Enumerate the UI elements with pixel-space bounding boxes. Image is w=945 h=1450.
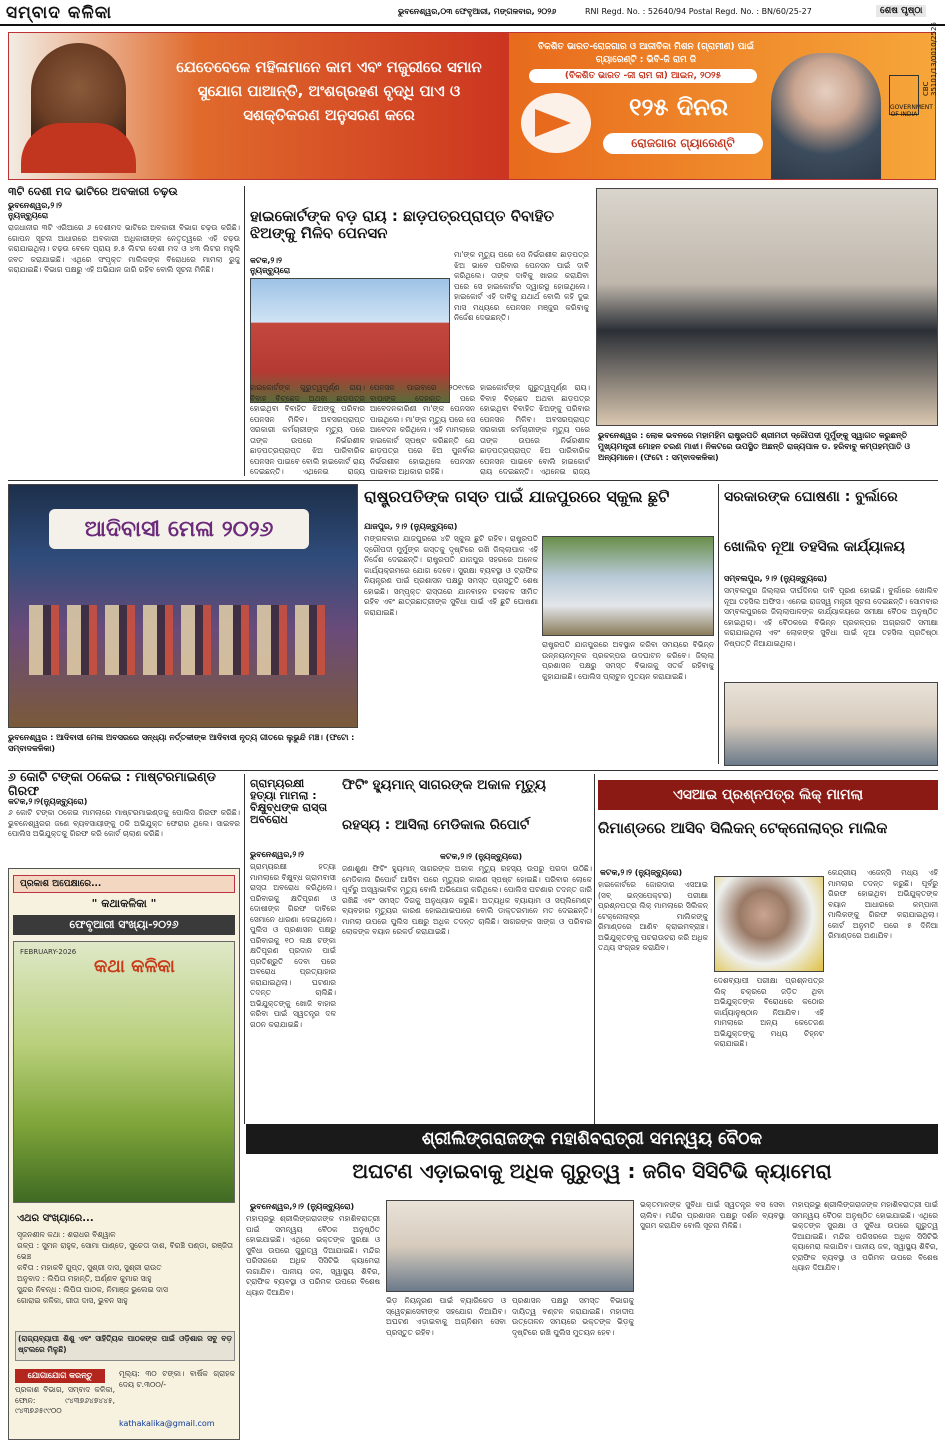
- hc-body-2: ପେନସନ ପାଇବାରେ ୨୦୧୯ରେ ବାପାଙ୍କ ଦେହାନ୍ତ ପରେ ଆବେଦନକାରିଣୀ ମା'ଙ୍କ ପେନସନ ପାଇଥିଲେ। ମା'ଙ୍କ ମୃତ୍ୟୁ ପରେ ସେ ଆବେଦନ କରିଥିଲେ। ଏହି ମାମଲାରେ ହାଇକୋର୍ଟ ସ୍ପଷ୍ଟ କରିଛନ୍ତି ଯେ ଛାଡ଼ପତ୍ର ପରେ ଝିଅ ପୁନର୍ବାର ନିର୍ଭରଶୀଳ ହୋଇଥିଲେ ପେନସନ ପାଇବାର ଅଧିକାର ରହିଛି।: [370, 383, 475, 475]
- contents-item: ସୁନ୍ଦର ନିବନ୍ଧ : ଲିପିତା ପାଠକ, ନିମାଞ୍ଜ ଭୁଲେଇ ଦାସ: [17, 1285, 168, 1294]
- leak-title: ରିମାଣ୍ଡରେ ଆସିବ ସିଲିକନ୍ ଟେକ୍ନୋଲାବ୍‌ର ମାଲିକ: [598, 819, 888, 837]
- ad-act: (ବିକଶିତ ଭାରତ -ଜୀ ରାମ ଜୀ) ଆଇନ, ୨୦୨୫: [529, 69, 757, 83]
- tahasil-byline: ସମ୍ବଲପୁର, ୨।୨ (ନ୍ୟୁଜ୍‌ବ୍ୟୁରୋ): [724, 574, 828, 583]
- school-body-2: ରାଷ୍ଟ୍ରପତି ଯାଜପୁରରେ ଅବସ୍ଥାନ କରିବା ସମୟରେ ବିଭିନ୍ନ ଉନ୍ନୟନମୂଳକ ପ୍ରକଳ୍ପର ଉଦଘାଟନ କରିବେ। ଜିଲ୍ଲା ପ୍ରଶାସନ ପକ୍ଷରୁ ସମସ୍ତ ବିଭାଗକୁ ସତର୍କ ରହିବାକୁ କୁହାଯାଇଛି। ପୋଲିସ ପ୍ଲାଟୁନ ମୁତୟନ କରାଯାଇଛି।: [542, 640, 714, 681]
- tahasil-body: ସମ୍ବଲପୁର ଜିଲ୍ଲାର ଦୀର୍ଘଦିନର ଦାବି ପୂରଣ ହୋଇଛି। ବୁର୍ଲାରେ ଖୋଲିବ ନୂଆ ତହସିଲ ଅଫିସ। ଏନେଇ ରାଜସ୍ୱ ମନ୍ତ୍ରୀ ସୂଚନା ଦେଇଛନ୍ତି। ସୋମବାର ସମ୍ବଲପୁରରେ ଜିଲ୍ଲାପାଳଙ୍କ କାର୍ଯ୍ୟାଳୟରେ ସମୀକ୍ଷା ବୈଠକ ଅନୁଷ୍ଠିତ ହୋଇଥିଲା। ଏହି ବୈଠକରେ ବିଭିନ୍ନ ପ୍ରକଳ୍ପର ଅଗ୍ରଗତି ସମୀକ୍ଷା କରାଯାଇଥିଲା ଏବଂ ଲୋକଙ୍କ ସୁବିଧା ପାଇଁ ନୂଆ ତହସିଲ ପ୍ରତିଷ୍ଠା ନିଷ୍ପତ୍ତି ନିଆଯାଇଥିଲା।: [724, 586, 938, 648]
- excise-body: ରାଜଧାନୀର ୩ଟି ଏରିଆରେ ୬ ଦେଶୀମଦ ଭାଟିରେ ଅବକାରୀ ବିଭାଗ ଚଢ଼ଉ କରିଛି। ଗୋପନ ସୂଚନା ଆଧାରରେ ଅବକାରୀ ଅଧିକାରୀଙ୍କ ନେତୃତ୍ୱରେ ଏହି ଚଢ଼ଉ କରାଯାଇଥିଲା। ଚଢ଼ଉ ବେଳେ ପ୍ରାୟ ୭.୫ ଲିଟର ଦେଶୀ ମଦ ଓ ୪୩ ଲିଟର ମହୁଲି ଜବତ କରାଯାଇଛି। ଏଥିରେ ସଂପୃକ୍ତ ମାଲିକଙ୍କ ବିରୋଧରେ ମାମଲା ରୁଜୁ କରାଯାଇଛି। ବିଭାଗ ପକ୍ଷରୁ ଏହି ଅଭିଯାନ ଜାରି ରହିବ ବୋଲି ସୂଚନା ମିଳିଛି।: [8, 223, 240, 275]
- shiv-banner: ଶ୍ରୀଲିଙ୍ଗରାଜଙ୍କ ମହାଶିବରାତ୍ରୀ ସମନ୍ୱୟ ବୈଠକ: [246, 1124, 938, 1154]
- murder-title: ଗ୍ରାମ୍ୟରକ୍ଷୀ ହତ୍ୟା ମାମଲା : ବିକ୍ଷୁବ୍ଧଙ୍କ ରାସ୍ତା ଅବରୋଧ: [250, 777, 328, 827]
- school-title: ରାଷ୍ଟ୍ରପତିଙ୍କ ଗସ୍ତ ପାଇଁ ଯାଜପୁରରେ ସ୍କୁଲ ଛୁଟି: [364, 487, 670, 506]
- mastermind-byline: କଟକ,୨।୨(ନ୍ୟୁଜ୍‌ବ୍ୟୁରୋ): [8, 797, 88, 806]
- contact-title: ଯୋଗାଯୋଗ କରନ୍ତୁ: [15, 1369, 105, 1383]
- rni-number: RNI Regd. No. : 52640/94 Postal Regd. No. : BN/60/25-27: [585, 7, 812, 16]
- contents-item: ଅନୁବାଦ : ଲିପିତା ମହାନ୍ତି, ଅର୍ଣ୍ଣବ କୁମାର ସାହୁ: [17, 1274, 152, 1283]
- magazine-ad: [8, 868, 240, 1440]
- hc-byline2: ନ୍ୟୁଜ୍‌ବ୍ୟୁରୋ: [250, 266, 291, 275]
- column-rule: [244, 186, 245, 476]
- section-rule: [8, 480, 938, 481]
- mela-banner: ଆଦିବାସୀ ମେଳା ୨୦୨୬: [49, 509, 309, 549]
- email-link[interactable]: kathakalika@gmail.com: [119, 1419, 215, 1428]
- cbc-code: CBC 35101/13/0010/2526: [922, 22, 938, 96]
- meeting-photo-2: [386, 1200, 634, 1292]
- govt-advertisement: [8, 32, 936, 180]
- school-body-1: ମଙ୍ଗଳବାର ଯାଜପୁରରେ ୪ଟି ସ୍କୁଲ ଛୁଟି ରହିବ। ରାଷ୍ଟ୍ରପତି ଦ୍ରୌପଦୀ ମୁର୍ମୁଙ୍କ ଗସ୍ତକୁ ଦୃଷ୍ଟିରେ ରଖି ଜିଲ୍ଲାପାଳ ଏହି ନିର୍ଦ୍ଦେଶ ଦେଇଛନ୍ତି। ରାଷ୍ଟ୍ରପତି ଯାଜପୁର ସହରରେ ଅନେକ କାର୍ଯ୍ୟକ୍ରମରେ ଯୋଗ ଦେବେ। ସୁରକ୍ଷା ବ୍ୟବସ୍ଥା ଓ ଟ୍ରାଫିକ ନିୟନ୍ତ୍ରଣ ପାଇଁ ପ୍ରଶାସନ ପକ୍ଷରୁ ସମସ୍ତ ପ୍ରସ୍ତୁତି ଶେଷ ହୋଇଛି। ସମ୍ପୃକ୍ତ ରାସ୍ତାରେ ଯାନବାହନ ଚଳାଚଳ ସୀମିତ ରହିବ ଏବଂ ଛାତ୍ରଛାତ୍ରୀଙ୍କ ସୁବିଧା ପାଇଁ ଏହି ଛୁଟି ଘୋଷଣା କରାଯାଇଛି।: [364, 534, 538, 617]
- fitness-byline: କଟକ,୨।୨ (ନ୍ୟୁଜ୍‌ବ୍ୟୁରୋ): [440, 852, 523, 861]
- section-label: ଶେଷ ପୃଷ୍ଠା: [876, 5, 926, 17]
- leak-body-3: କେନ୍ଦ୍ରୀୟ ଏଜେନ୍ସି ମଧ୍ୟ ଏହି ମାମଲାର ତଦନ୍ତ କରୁଛି। ପୂର୍ବରୁ ଗିରଫ ହୋଇଥିବା ଅଭିଯୁକ୍ତଙ୍କ ବୟାନ ଆଧାରରେ କମ୍ପାନୀ ମାଲିକଙ୍କୁ ଗିରଫ କରାଯାଇଥିଲା। କୋର୍ଟ ଅନୁମତି ପରେ ୫ ଦିନିଆ ରିମାଣ୍ଡରେ ଅଣାଯିବ।: [828, 868, 938, 940]
- fitness-title-1: ଫିଟିଂ ହ୍ୟୁମାନ୍ ସାଗରଙ୍କ ଅକାଳ ମୃତ୍ୟୁ: [342, 777, 547, 793]
- school-byline: ଯାଜପୁର, ୨।୨ (ନ୍ୟୁଜ୍‌ବ୍ୟୁରୋ): [364, 522, 458, 531]
- magazine-name: " କଥାକଳିକା ": [91, 897, 157, 910]
- hc-byline: କଟକ,୨।୨: [250, 256, 282, 265]
- accused-photo: [714, 876, 824, 972]
- masthead: [0, 0, 945, 26]
- ad-days: ୧୨୫ ଦିନର: [629, 93, 729, 121]
- shiv-body-5: ମହାପ୍ରଭୁ ଶ୍ରୀଲିଙ୍ଗରାଜଙ୍କ ମହାଶିବରାତ୍ରୀ ପାଇଁ ସମନ୍ୱୟ ବୈଠକ ଅନୁଷ୍ଠିତ ହୋଇଯାଇଛି। ଏଥିରେ ଭକ୍ତଙ୍କ ସୁରକ୍ଷା ଓ ସୁବିଧା ଉପରେ ଗୁରୁତ୍ୱ ଦିଆଯାଇଛି। ମନ୍ଦିର ପରିସରରେ ଅଧିକ ସିସିଟିଭି କ୍ୟାମେରା ଲଗାଯିବ। ପାନୀୟ ଜଳ, ସ୍ୱାସ୍ଥ୍ୟ ଶିବିର, ଟ୍ରାଫିକ ବ୍ୟବସ୍ଥା ଓ ପରିମଳ ଉପରେ ବିଶେଷ ଧ୍ୟାନ ଦିଆଯିବ।: [792, 1200, 938, 1272]
- tahasil-title-1: ସରକାରଙ୍କ ଘୋଷଣା : ବୁର୍ଲାରେ: [724, 489, 898, 505]
- dancers: [29, 605, 329, 675]
- school-students-photo: [542, 536, 714, 636]
- contents-item: କବିତା : ମହାକବି ଗୁପ୍ତ, ସୁଶ୍ରୀ ଦାସ, ସୁଶ୍ରୀ ରାଉତ: [17, 1263, 162, 1272]
- fitness-title-2: ରହସ୍ୟ : ଆସିଲା ମେଡିକାଲ ରିପୋର୍ଟ: [342, 817, 530, 833]
- shiv-body-2: ଭିଡ଼ ନିୟନ୍ତ୍ରଣ ପାଇଁ ବ୍ୟାରିକେଡ ଓ ସ୍ୱେଚ୍ଛାସେବୀଙ୍କ ସହଯୋଗ ନିଆଯିବ। ଅଘଟଣ ଏଡ଼ାଇବାକୁ ଅଗ୍ନିଶମ ସେବା ପ୍ରସ୍ତୁତ ରହିବ।: [386, 1296, 506, 1337]
- excise-story: [8, 186, 240, 459]
- contents-list: [17, 1229, 233, 1306]
- contact-info: ପ୍ରକାଶ ବିଭାଗ, ସମ୍ବାଦ କଳିକା, ଫୋନ: ୯୪୩୭୬୪୭୪୪୫, ୯୪୩୭୬୫୯୯୦୦: [15, 1385, 115, 1415]
- contents-item: ଗୋରାଇ କଳିକା, ଗୀତା ଦାସ, ଭୁବନ ସାହୁ: [17, 1296, 128, 1305]
- hc-body-1: ହାଇକୋର୍ଟଙ୍କ ଗୁରୁତ୍ୱପୂର୍ଣ୍ଣ ରାୟ। ବିବାହ ବିଚ୍ଛେଦ ଅଥବା ଛାଡ଼ପତ୍ର ହୋଇଥିବା ବିବାହିତ ଝିଅଙ୍କୁ ପରିବାର ପେନସନ ମିଳିବ। ଅବସରପ୍ରାପ୍ତ ସରକାରୀ କର୍ମଚାରୀଙ୍କ ମୃତ୍ୟୁ ପରେ ତାଙ୍କ ଉପରେ ନିର୍ଭରଶୀଳ ଛାଡ଼ପତ୍ରପ୍ରାପ୍ତ ଝିଅ ପାରିବାରିକ ପେନସନ ପାଇବେ ବୋଲି ହାଇକୋର୍ଟ ରାୟ ଦେଇଛନ୍ତି। ଏଥିନେଇ ରାଜ୍ୟ: [250, 383, 365, 475]
- excise-title: ୩ଟି ଦେଶୀ ମଦ ଭାଟିରେ ଅବକାରୀ ଚଢ଼ଉ: [8, 185, 178, 198]
- ad-guarantee: ରୋଜଗାର ଗ୍ୟାରେଣ୍ଟି: [603, 133, 763, 154]
- mastermind-title: ୬ କୋଟି ଟଙ୍କା ଠକେଇ : ମାଷ୍ଟରମାଇଣ୍ଡ ଗିରଫ: [8, 769, 216, 798]
- column-rule: [244, 774, 245, 1124]
- contents-item: ସୃଜନଶୀଳ କଥା : ଶରାଧର ବିଶ୍ୱାଳ: [17, 1230, 116, 1239]
- magazine-cover: [13, 941, 235, 1203]
- shiv-body-1: ମହାପ୍ରଭୁ ଶ୍ରୀଲିଙ୍ଗରାଜଙ୍କ ମହାଶିବରାତ୍ରୀ ପାଇଁ ସମନ୍ୱୟ ବୈଠକ ଅନୁଷ୍ଠିତ ହୋଇଯାଇଛି। ଏଥିରେ ଭକ୍ତଙ୍କ ସୁରକ୍ଷା ଓ ସୁବିଧା ଉପରେ ଗୁରୁତ୍ୱ ଦିଆଯାଇଛି। ମନ୍ଦିର ପରିସରରେ ଅଧିକ ସିସିଟିଭି କ୍ୟାମେରା ଲଗାଯିବ। ପାନୀୟ ଜଳ, ସ୍ୱାସ୍ଥ୍ୟ ଶିବିର, ଟ୍ରାଫିକ ବ୍ୟବସ୍ଥା ଓ ପରିମଳ ଉପରେ ବିଶେଷ ଧ୍ୟାନ ଦିଆଯିବ।: [246, 1214, 380, 1297]
- murder-byline: ଭୁବନେଶ୍ୱର,୨।୨: [250, 850, 304, 859]
- magazine-appeal: (ରାଜ୍ୟବ୍ୟାପୀ ଶିଶୁ ଏବଂ ସାହିତ୍ୟିକ ପାଠକଙ୍କ ପାଇଁ ଓଡ଼ିଶାର ସବୁ ବଡ଼ ଷ୍ଟଲରେ ମିଳୁଛି): [15, 1331, 235, 1361]
- leak-byline: କଟକ,୨।୨ (ନ୍ୟୁଜ୍‌ବ୍ୟୁରୋ): [600, 868, 683, 877]
- excise-byline: ଭୁବନେଶ୍ୱର,୨।୨: [8, 201, 62, 211]
- newspaper-logo: ସମ୍ବାଦ କଳିକା: [6, 3, 113, 23]
- tahasil-title-2: ଖୋଲିବ ନୂଆ ତହସିଲ କାର୍ଯ୍ୟାଳୟ: [724, 539, 905, 555]
- leak-body-2: ଦେଶବ୍ୟାପୀ ପରୀକ୍ଷା ପ୍ରଶ୍ନପତ୍ର ଲିକ୍ ଚକ୍ରରେ ଜଡ଼ିତ ଥିବା ଅଭିଯୁକ୍ତଙ୍କ ବିରୋଧରେ କଠୋର କାର୍ଯ୍ୟାନୁଷ୍ଠାନ ନିଆଯିବ। ଏହି ମାମଲାରେ ଅନ୍ୟ କେତେଜଣ ଅଭିଯୁକ୍ତଙ୍କୁ ମଧ୍ୟ ଚିହ୍ନଟ କରାଯାଇଛି।: [714, 976, 824, 1048]
- hc-title: ହାଇକୋର୍ଟଙ୍କ ବଡ଼ ରାୟ : ଛାଡ଼ପତ୍ରପ୍ରାପ୍ତ ବିବାହିତ ଝିଅଙ୍କୁ ମିଳିବ ପେନସନ: [250, 207, 555, 242]
- fitness-body: ଜଣାଶୁଣା ଫିଟିଂ ହ୍ୟୁମାନ୍ ସାଗରଙ୍କ ଅକାଳ ମୃତ୍ୟୁ ରହସ୍ୟ ଉପରୁ ପରଦା ଉଠିଛି। ମେଡିକାଲ ରିପୋର୍ଟ ଆସିବା ପରେ ମୃତ୍ୟୁର କାରଣ ସ୍ପଷ୍ଟ ହୋଇଛି। ପରିବାର ଲୋକେ ପୂର୍ବରୁ ଅସ୍ୱାଭାବିକ ମୃତ୍ୟୁ ବୋଲି ଅଭିଯୋଗ କରିଥିଲେ। ପୋଲିସ ଘଟଣାର ତଦନ୍ତ ଜାରି ରଖିଛି ଏବଂ ସମସ୍ତ ଦିଗକୁ ଅନୁଧ୍ୟାନ କରୁଛି। ଅତ୍ୟଧିକ ବ୍ୟାୟାମ ଓ ସପ୍ଲିମେଣ୍ଟ ବ୍ୟବହାର ମୃତ୍ୟୁର କାରଣ ହୋଇଥାଇପାରେ ବୋଲି ଡାକ୍ତରମାନେ ମତ ଦେଇଛନ୍ତି। ମାମଲା ଉପରେ ପୁଲିସ ପକ୍ଷରୁ ଅଧିକ ତଦନ୍ତ ଚାଲିଛି। ସାଗରଙ୍କ ସାଙ୍ଗ ଓ ପରିବାର ଲୋକଙ୍କ ବୟାନ ରେକର୍ଡ କରାଯାଇଛି।: [342, 864, 592, 936]
- magazine-label: ପ୍ରକାଶ ଅପେକ୍ଷାରେ...: [13, 875, 235, 893]
- hc-body-3b: ହାଇକୋର୍ଟଙ୍କ ଗୁରୁତ୍ୱପୂର୍ଣ୍ଣ ରାୟ। ବିବାହ ବିଚ୍ଛେଦ ଅଥବା ଛାଡ଼ପତ୍ର ହୋଇଥିବା ବିବାହିତ ଝିଅଙ୍କୁ ପରିବାର ପେନସନ ମିଳିବ। ଅବସରପ୍ରାପ୍ତ ସରକାରୀ କର୍ମଚାରୀଙ୍କ ମୃତ୍ୟୁ ପରେ ତାଙ୍କ ଉପରେ ନିର୍ଭରଶୀଳ ଛାଡ଼ପତ୍ରପ୍ରାପ୍ତ ଝିଅ ପାରିବାରିକ ପେନସନ ପାଇବେ ବୋଲି ହାଇକୋର୍ଟ ରାୟ ଦେଇଛନ୍ତି। ଏଥିନେଇ ରାଜ୍ୟ: [480, 383, 590, 475]
- cover-month: FEBRUARY-2026: [20, 948, 77, 956]
- this-issue: ଏଥର ସଂଖ୍ୟାରେ...: [17, 1213, 94, 1224]
- hc-body-3: ମା'ଙ୍କ ମୃତ୍ୟୁ ପରେ ସେ ନିର୍ଭରଶୀଳ ଛାଡ଼ପତ୍ର ଝିଅ ଭାବେ ପରିବାର ପେନସନ ପାଇଁ ଦାବି କରିଥିଲେ। ତାଙ୍କ ଦାବିକୁ ଖାରଜ କରାଯିବା ପରେ ସେ ହାଇକୋର୍ଟର ଦ୍ୱାରସ୍ଥ ହୋଇଥିଲେ। ହାଇକୋର୍ଟ ଏହି ଦାବିକୁ ଯଥାର୍ଥ ବୋଲି କହି ଦୁଇ ମାସ ମଧ୍ୟରେ ପେନସନ ମଞ୍ଜୁର କରିବାକୁ ନିର୍ଦ୍ଦେଶ ଦେଇଛନ୍ତି।: [454, 250, 589, 322]
- emblem-icon: GOVERNMENT OF INDIA: [889, 75, 919, 115]
- dateline: ଭୁବନେଶ୍ୱର,୦୩ ଫେବୃଆରୀ, ମଙ୍ଗଳବାର, ୨୦୨୬: [398, 7, 557, 16]
- president-welcome-photo: [596, 188, 938, 426]
- woman-portrait: [31, 43, 126, 171]
- shiv-byline: ଭୁବନେଶ୍ୱର,୨।୨ (ନ୍ୟୁଜ୍‌ବ୍ୟୁରୋ): [250, 1202, 355, 1211]
- shiv-body-4: ଭକ୍ତମାନଙ୍କ ସୁବିଧା ପାଇଁ ସ୍ୱତନ୍ତ୍ର ବସ ସେବା ଚାଲିବ। ମନ୍ଦିର ପ୍ରଶାସନ ପକ୍ଷରୁ ଦର୍ଶନ ବ୍ୟବସ୍ଥା ସୁଗମ କରାଯିବ ବୋଲି ସୂଚନା ମିଳିଛି।: [640, 1200, 785, 1230]
- leak-banner: ଏସଆଇ ପ୍ରଶ୍ନପତ୍ର ଲିକ୍ ମାମଲା: [598, 780, 938, 810]
- contents-item: ଗଳ୍ପ : ସୁମନ ରାହୁଳ, ସୋମା ପାଣ୍ଡେ, ସୁଚେତା ଦାଶ, ବିରଞ୍ଚି ପଣ୍ଡା, ରଞ୍ଜିତା ଭେଞ୍ଚ: [17, 1241, 233, 1261]
- price-info: ମୂଲ୍ୟ: ୩୦ ଟଙ୍କା। ବାର୍ଷିକ ଗ୍ରାହକ ଦେୟ ଟ.୩୦୦/-: [119, 1369, 235, 1389]
- shiv-body-3: ପ୍ରଶାସନ ପକ୍ଷରୁ ସମସ୍ତ ବିଭାଗକୁ ଦାୟିତ୍ୱ ବଣ୍ଟନ କରାଯାଇଛି। ମହାଦୀପ ଉତ୍ତୋଳନ ସମୟରେ ଭକ୍ତଙ୍କ ଭିଡ଼କୁ ଦୃଷ୍ଟିରେ ରଖି ପୁଲିସ ମୁତୟନ ହେବ।: [512, 1296, 634, 1337]
- cover-title: କଥା କଳିକା: [94, 956, 175, 977]
- column-rule: [718, 484, 719, 764]
- column-rule: [594, 774, 595, 1124]
- excise-byline2: ନ୍ୟୁଜ୍‌ବ୍ୟୁରୋ: [8, 211, 49, 221]
- shiv-title: ଅଘଟଣ ଏଡ଼ାଇବାକୁ ଅଧିକ ଗୁରୁତ୍ୱ : ଜଗିବ ସିସିଟିଭି କ୍ୟାମେରା: [352, 1159, 832, 1183]
- pm-portrait: [771, 53, 881, 180]
- president-photo-caption: ଭୁବନେଶ୍ୱର : ଲୋକ ଭବନରେ ମହାମହିମ ରାଷ୍ଟ୍ରପତି ଶ୍ରୀମତୀ ଦ୍ରୌପଦୀ ମୁର୍ମୁଙ୍କୁ ସ୍ୱାଗତ କରୁଛନ୍ତି ମୁଖ୍ୟମନ୍ତ୍ରୀ ମୋହନ ଚରଣ ମାଝୀ। ନିକଟରେ ଉପସ୍ଥିତ ଅଛନ୍ତି ରାଜ୍ୟପାଳ ଡ. ହରିବାବୁ କମ୍ପହମ୍ପାତି ଓ ଅନ୍ୟମାନେ। (ଫଟୋ : ସମ୍ବାଦକଳିକା): [598, 431, 911, 462]
- leak-body-1: ହାଇକୋର୍ଟରେ ଜୋରଦାର ଏସଆଇ (ସବ୍ ଇନ୍ସପେକ୍ଟର) ପରୀକ୍ଷା ପ୍ରଶ୍ନପତ୍ର ଲିକ୍ ମାମଲାରେ ସିଲିକନ୍ ଟେକ୍ନୋଲାବ୍‌ର ମାଲିକଙ୍କୁ ରିମାଣ୍ଡରେ ଆଣିବ କ୍ରାଇମବ୍ରାଞ୍ଚ। ଅଭିଯୁକ୍ତଙ୍କୁ ପଚରାଉଚରା କରି ଅଧିକ ତଥ୍ୟ ସଂଗ୍ରହ କରାଯିବ।: [598, 880, 708, 952]
- murder-body: ଗ୍ରାମ୍ୟରକ୍ଷୀ ହତ୍ୟା ମାମଲାରେ ବିକ୍ଷୁବ୍ଧ ଗ୍ରାମବାସୀ ରାସ୍ତା ଅବରୋଧ କରିଥିଲେ। ପରିବାରକୁ କ୍ଷତିପୂରଣ ଓ ଦୋଷୀଙ୍କ ଗିରଫ ଦାବିରେ ସେମାନେ ଧାରଣା ଦେଇଥିଲେ। ପୁଲିସ ଓ ପ୍ରଶାସନ ପକ୍ଷରୁ ପରିବାରକୁ ୧୦ ଲକ୍ଷ ଟଙ୍କା କ୍ଷତିପୂରଣ ପ୍ରଦାନ ପାଇଁ ପ୍ରତିଶ୍ରୁତି ଦେବା ପରେ ଅବରୋଧ ପ୍ରତ୍ୟାହାର କରାଯାଇଥିଲା। ଘଟଣାର ତଦନ୍ତ ଚାଲିଛି। ଅଭିଯୁକ୍ତଙ୍କୁ ଖୋଜି ବାହାର କରିବା ପାଇଁ ସ୍ୱତନ୍ତ୍ର ଦଳ ଗଠନ କରାଯାଇଛି।: [250, 862, 336, 1029]
- ad-headline: ଯେତେବେଳେ ମହିଳାମାନେ କାମ ଏବଂ ମଜୁରୀରେ ସମାନ ସୁଯୋଗ ପାଆନ୍ତି, ଅଂଶଗ୍ରହଣ ବୃଦ୍ଧି ପାଏ ଓ ସଶକ୍ତିକରଣ ଅନୁସରଣ କରେ: [176, 58, 482, 124]
- adivasi-mela-photo: [8, 484, 358, 728]
- megaphone-icon: [521, 93, 591, 153]
- mastermind-body: ୬ କୋଟି ଟଙ୍କା ଠକେଇ ମାମଲାରେ ମାଷ୍ଟରମାଇଣ୍ଡକୁ ପୋଲିସ ଗିରଫ କରିଛି। ଭୁବନେଶ୍ୱରର ଜଣେ ବ୍ୟବସାୟୀଙ୍କୁ ଠକି ଅଭିଯୁକ୍ତ ଫେରାର ଥିଲେ। ସାଇବର ପୋଲିସ ଅଭିଯୁକ୍ତକୁ ଗିରଫ କରି କୋର୍ଟ ଚାଲାଣ କରିଛି।: [8, 808, 240, 838]
- mela-caption: ଭୁବନେଶ୍ୱର : ଆଦିବାସୀ ମେଳା ଅବସରରେ ସନ୍ଧ୍ୟା ନର୍ତ୍ତକୀଙ୍କ ଆଦିବାସୀ ନୃତ୍ୟ ଗୀତରେ ଲୁଭୁନ୍ଦି ମଞ୍ଚ। (ଫଟୋ : ସମ୍ବାଦକଳିକା): [8, 733, 355, 753]
- magazine-issue: ଫେବୃଆରୀ ସଂଖ୍ୟା-୨୦୨୬: [13, 915, 235, 935]
- meeting-photo: [724, 682, 938, 766]
- ad-mission: ବିକଶିତ ଭାରତ-ରୋଜଗାର ଓ ଆଜୀବିକା ମିଶନ (ଗ୍ରାମୀଣ) ପାଇଁ ଗ୍ୟାରେଣ୍ଟି : ଭିବି-ଜି ରାମ ଜି: [537, 42, 755, 65]
